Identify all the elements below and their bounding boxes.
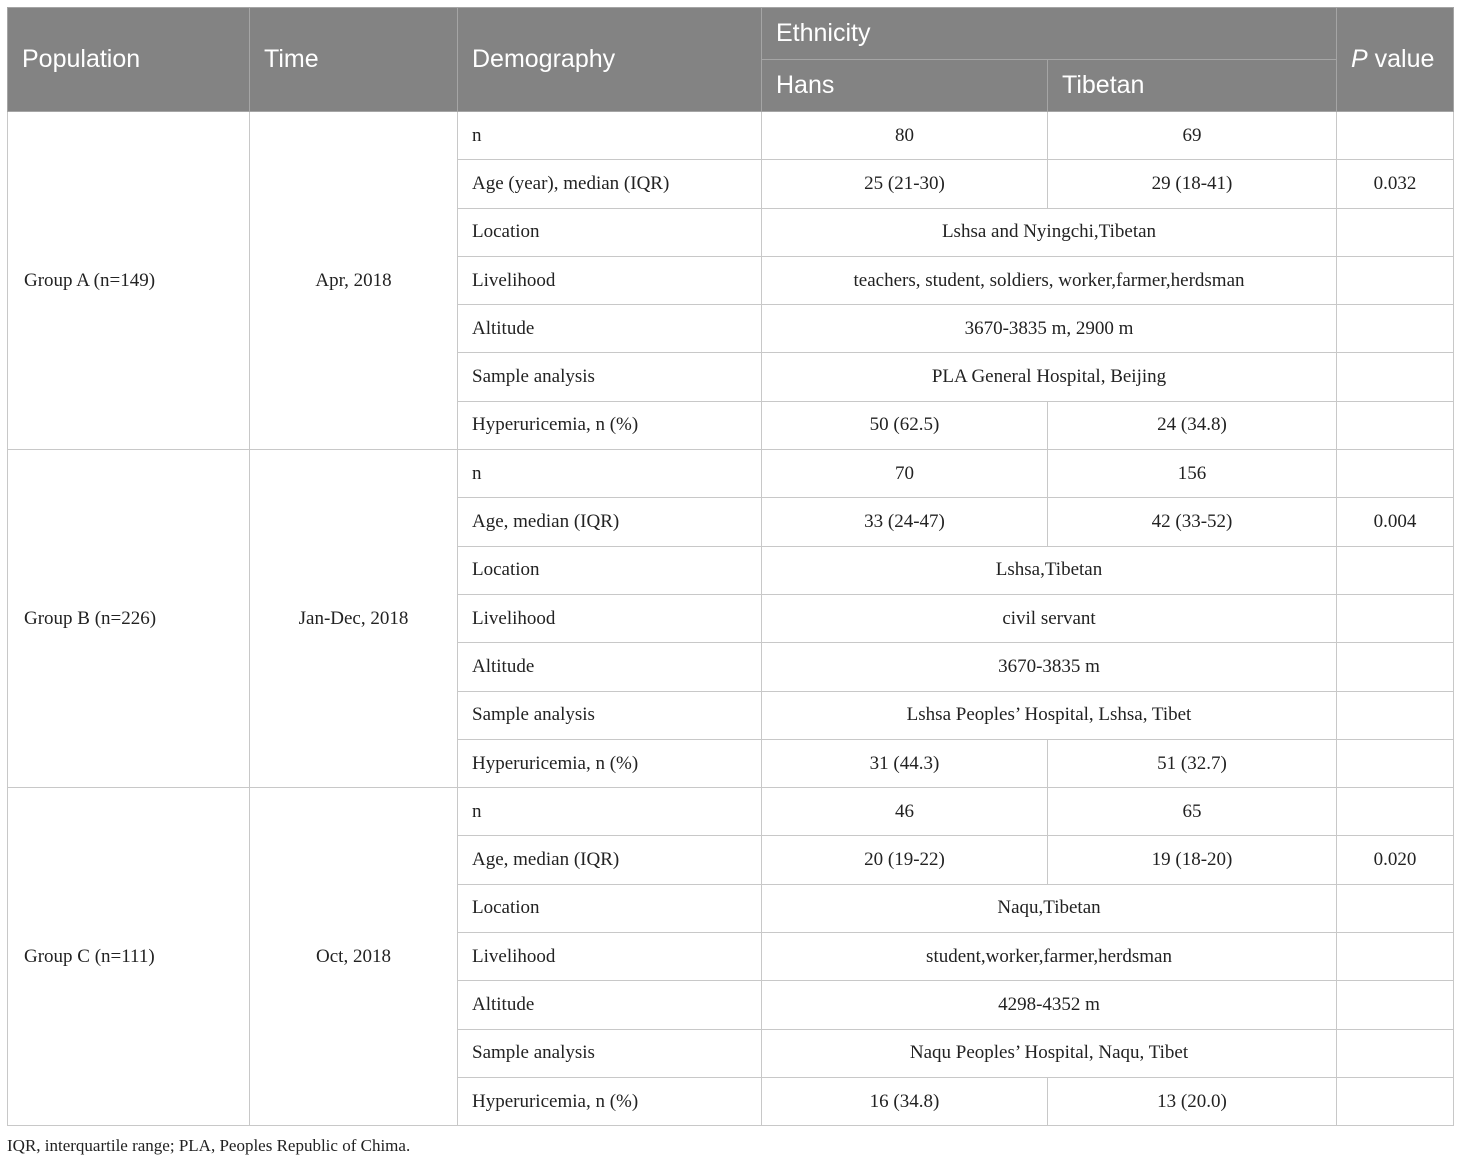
table-row bbox=[8, 112, 1454, 160]
cell-p bbox=[1337, 112, 1454, 160]
row-label: Sample analysis bbox=[458, 353, 762, 401]
p-value-suffix: value bbox=[1367, 45, 1435, 73]
row-label: n bbox=[458, 788, 762, 836]
cell-p bbox=[1337, 1029, 1454, 1077]
cell-p: 0.020 bbox=[1337, 836, 1454, 884]
group-a-name: Group A (n=149) bbox=[8, 112, 250, 450]
row-label: Livelihood bbox=[458, 933, 762, 981]
row-label: Altitude bbox=[458, 643, 762, 691]
col-header-ethnicity: Ethnicity bbox=[762, 8, 1337, 60]
cell-merged: Naqu,Tibetan bbox=[762, 884, 1337, 932]
group-b-time: Jan-Dec, 2018 bbox=[250, 450, 458, 788]
cell-hans: 80 bbox=[762, 112, 1048, 160]
cell-p bbox=[1337, 691, 1454, 739]
cell-merged: PLA General Hospital, Beijing bbox=[762, 353, 1337, 401]
cell-hans: 20 (19-22) bbox=[762, 836, 1048, 884]
cell-hans: 16 (34.8) bbox=[762, 1077, 1048, 1125]
cell-p bbox=[1337, 594, 1454, 642]
cell-p bbox=[1337, 643, 1454, 691]
cell-hans: 33 (24-47) bbox=[762, 498, 1048, 546]
row-label: Location bbox=[458, 546, 762, 594]
row-label: n bbox=[458, 450, 762, 498]
p-italic: P bbox=[1351, 45, 1368, 73]
row-label: Hyperuricemia, n (%) bbox=[458, 1077, 762, 1125]
cell-p bbox=[1337, 884, 1454, 932]
cell-p bbox=[1337, 305, 1454, 353]
row-label: Livelihood bbox=[458, 594, 762, 642]
col-header-time: Time bbox=[250, 8, 458, 112]
cell-merged: Lshsa Peoples’ Hospital, Lshsa, Tibet bbox=[762, 691, 1337, 739]
cell-merged: Naqu Peoples’ Hospital, Naqu, Tibet bbox=[762, 1029, 1337, 1077]
group-a-time: Apr, 2018 bbox=[250, 112, 458, 450]
cell-hans: 70 bbox=[762, 450, 1048, 498]
cell-merged: 3670-3835 m bbox=[762, 643, 1337, 691]
row-label: Hyperuricemia, n (%) bbox=[458, 739, 762, 787]
cell-p bbox=[1337, 256, 1454, 304]
table-row bbox=[8, 450, 1454, 498]
cell-merged: 4298-4352 m bbox=[762, 981, 1337, 1029]
cell-tibetan: 19 (18-20) bbox=[1048, 836, 1337, 884]
table-footnote: IQR, interquartile range; PLA, Peoples Republic of Chima. bbox=[7, 1136, 411, 1155]
cell-hans: 25 (21-30) bbox=[762, 160, 1048, 208]
cell-p bbox=[1337, 546, 1454, 594]
row-label: n bbox=[458, 112, 762, 160]
row-label: Sample analysis bbox=[458, 1029, 762, 1077]
cell-merged: Lshsa and Nyingchi,Tibetan bbox=[762, 208, 1337, 256]
col-header-population: Population bbox=[8, 8, 250, 112]
col-header-hans: Hans bbox=[762, 60, 1048, 112]
cell-p bbox=[1337, 208, 1454, 256]
group-c-time: Oct, 2018 bbox=[250, 788, 458, 1126]
row-label: Altitude bbox=[458, 981, 762, 1029]
cell-p bbox=[1337, 788, 1454, 836]
table-row bbox=[8, 788, 1454, 836]
group-b-name: Group B (n=226) bbox=[8, 450, 250, 788]
cell-merged: 3670-3835 m, 2900 m bbox=[762, 305, 1337, 353]
cell-hans: 46 bbox=[762, 788, 1048, 836]
cell-p bbox=[1337, 1077, 1454, 1125]
cell-hans: 31 (44.3) bbox=[762, 739, 1048, 787]
row-label: Age, median (IQR) bbox=[458, 836, 762, 884]
row-label: Location bbox=[458, 208, 762, 256]
cell-p bbox=[1337, 739, 1454, 787]
cell-merged: civil servant bbox=[762, 594, 1337, 642]
cell-tibetan: 51 (32.7) bbox=[1048, 739, 1337, 787]
row-label: Location bbox=[458, 884, 762, 932]
cell-merged: Lshsa,Tibetan bbox=[762, 546, 1337, 594]
row-label: Hyperuricemia, n (%) bbox=[458, 401, 762, 449]
row-label: Livelihood bbox=[458, 256, 762, 304]
col-header-tibetan: Tibetan bbox=[1048, 60, 1337, 112]
row-label: Age (year), median (IQR) bbox=[458, 160, 762, 208]
cell-tibetan: 42 (33-52) bbox=[1048, 498, 1337, 546]
demography-table bbox=[7, 7, 1454, 1126]
cell-tibetan: 29 (18-41) bbox=[1048, 160, 1337, 208]
cell-p bbox=[1337, 981, 1454, 1029]
row-label: Age, median (IQR) bbox=[458, 498, 762, 546]
row-label: Sample analysis bbox=[458, 691, 762, 739]
cell-p bbox=[1337, 353, 1454, 401]
cell-tibetan: 156 bbox=[1048, 450, 1337, 498]
row-label: Altitude bbox=[458, 305, 762, 353]
cell-tibetan: 69 bbox=[1048, 112, 1337, 160]
cell-merged: student,worker,farmer,herdsman bbox=[762, 933, 1337, 981]
cell-tibetan: 65 bbox=[1048, 788, 1337, 836]
col-header-p-value bbox=[1337, 8, 1454, 112]
cell-tibetan: 24 (34.8) bbox=[1048, 401, 1337, 449]
cell-p bbox=[1337, 450, 1454, 498]
cell-p: 0.004 bbox=[1337, 498, 1454, 546]
cell-p: 0.032 bbox=[1337, 160, 1454, 208]
cell-tibetan: 13 (20.0) bbox=[1048, 1077, 1337, 1125]
cell-p bbox=[1337, 401, 1454, 449]
cell-merged: teachers, student, soldiers, worker,farmer,herdsman bbox=[762, 256, 1337, 304]
cell-p bbox=[1337, 933, 1454, 981]
col-header-demography: Demography bbox=[458, 8, 762, 112]
group-c-name: Group C (n=111) bbox=[8, 788, 250, 1126]
cell-hans: 50 (62.5) bbox=[762, 401, 1048, 449]
